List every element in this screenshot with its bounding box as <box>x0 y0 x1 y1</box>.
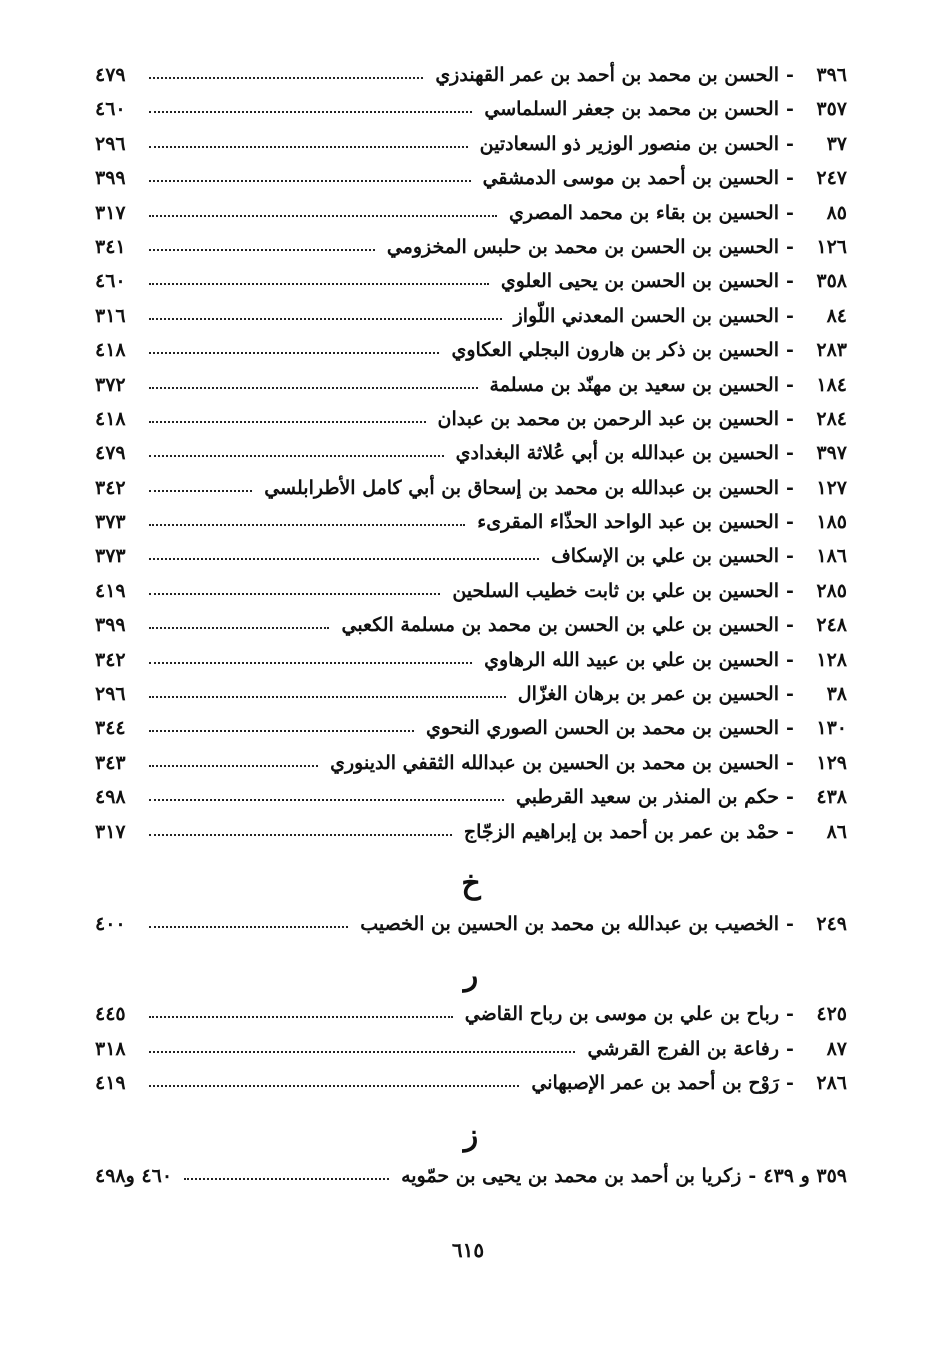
entry-number: ٣٥٧ <box>816 98 847 121</box>
entry-name: رَوْح بن أحمد بن عمر الإصبهاني <box>531 1072 779 1095</box>
dot-leader <box>149 283 489 285</box>
entry-name: حمْد بن عمر بن أحمد بن إبراهيم الزجّاج <box>463 820 779 843</box>
index-entry: ٤٣٨ - حكم بن المنذر بن سعيد القرطبي ٤٩٨ <box>95 786 847 809</box>
index-entry: ١٨٦ - الحسين بن علي بن الإسكاف ٣٧٣ <box>95 545 847 568</box>
entry-number: ٢٨٣ <box>816 339 847 362</box>
entry-name: الحسين بن عبدالله بن محمد بن إسحاق بن أبي كامل الأطرابلسي <box>264 476 779 499</box>
entry-page: ٤٧٩ <box>95 64 126 86</box>
dot-leader <box>149 77 423 79</box>
index-entry: ١٢٧ - الحسين بن عبدالله بن محمد بن إسحاق بن أبي كامل الأطرابلسي ٣٤٢ <box>95 476 847 499</box>
entry-page: ٤١٩ <box>95 1072 126 1095</box>
index-entry: ٣٥٩ و ٤٣٩ - زكريا بن أحمد بن محمد بن يحيى بن حمّويه ٤٦٠ و٤٩٨ <box>95 1164 847 1187</box>
index-entry: ٣٩٦ - الحسن بن محمد بن أحمد بن عمر القهندزي ٤٧٩ <box>95 64 847 86</box>
entry-page: ٢٩٦ <box>95 683 126 706</box>
dot-leader <box>149 1016 453 1018</box>
entry-number: ٤٣٨ <box>816 786 847 809</box>
dot-leader <box>149 799 504 801</box>
dot-leader <box>149 455 444 457</box>
index-entry: ٢٨٥ - الحسين بن علي بن ثابت خطيب السلحين ٤١٩ <box>95 579 847 602</box>
entry-number: ١٢٩ <box>816 751 847 774</box>
entry-number: ١٨٤ <box>816 373 847 396</box>
dot-leader <box>149 524 465 526</box>
entry-number: ١٣٠ <box>816 717 847 740</box>
entry-number: ١٨٥ <box>816 511 847 534</box>
entry-page: ٤٦٠ و٤٩٨ <box>95 1164 173 1187</box>
dot-leader <box>149 215 497 217</box>
entry-name: الحسين بن علي بن الحسن بن محمد بن مسلمة الكعبي <box>341 614 779 637</box>
dot-leader <box>149 834 452 836</box>
entry-page: ٣١٧ <box>95 201 126 224</box>
entry-name: الحسين بن الحسن بن محمد بن حلبس المخزومي <box>386 235 779 258</box>
dot-leader <box>149 662 472 664</box>
entry-name: زكريا بن أحمد بن محمد بن يحيى بن حمّويه <box>401 1164 742 1187</box>
dot-leader <box>184 1178 389 1180</box>
dot-leader <box>149 387 478 389</box>
index-entries <box>95 64 847 1199</box>
index-entry: ٣٨ - الحسين بن عمر بن برهان الغزّال ٢٩٦ <box>95 683 847 706</box>
entry-name: حكم بن المنذر بن سعيد القرطبي <box>515 786 779 809</box>
index-entry: ٢٨٤ - الحسين بن عبد الرحمن بن محمد بن عبدان ٤١٨ <box>95 407 847 430</box>
dot-leader <box>149 352 439 354</box>
entry-name: الحسين بن ذكر بن هارون البجلي العكاوي <box>451 339 779 362</box>
index-entry: ٨٦ - حمْد بن عمر بن أحمد بن إبراهيم الزجّاج ٣١٧ <box>95 820 847 843</box>
entry-number: ٢٤٨ <box>816 614 847 637</box>
entry-number: ٨٦ <box>826 820 847 843</box>
index-entry: ١٢٦ - الحسين بن الحسن بن محمد بن حلبس المخزومي ٣٤١ <box>95 235 847 258</box>
entry-page: ٣٤٢ <box>95 476 126 499</box>
entry-name: الحسين بن علي بن عبيد الله الرهاوي <box>484 648 779 671</box>
index-entry: ٣٧ - الحسن بن منصور الوزير ذو السعادتين ٢٩٦ <box>95 132 847 155</box>
dot-leader <box>149 926 348 928</box>
entry-page: ٣٧٣ <box>95 545 126 568</box>
entry-page: ٣٤٤ <box>95 717 126 740</box>
entry-page: ٣١٨ <box>95 1037 126 1060</box>
index-entry: ٨٧ - رفاعة بن الفرج القرشي ٣١٨ <box>95 1037 847 1060</box>
entry-number: ٣٩٦ <box>816 64 847 86</box>
index-entry: ٢٨٦ - رَوْح بن أحمد بن عمر الإصبهاني ٤١٩ <box>95 1072 847 1095</box>
dot-leader <box>149 558 539 560</box>
entry-name: الحسين بن علي بن الإسكاف <box>551 545 779 568</box>
entry-number: ٣٧ <box>826 132 847 155</box>
entry-number: ٣٩٧ <box>816 442 847 465</box>
dot-leader <box>149 111 472 113</box>
index-entry: ١٢٩ - الحسين بن محمد بن الحسين بن عبدالله الثقفي الدينوري ٣٤٣ <box>95 751 847 774</box>
index-entry: ٤٢٥ - رباح بن علي بن موسى بن رباح القاضي ٤٤٥ <box>95 1003 847 1026</box>
index-entry: ٢٤٨ - الحسين بن علي بن الحسن بن محمد بن مسلمة الكعبي ٣٩٩ <box>95 614 847 637</box>
index-entry: ١٨٥ - الحسين بن عبد الواحد الحذّاء المقرىء ٣٧٣ <box>95 511 847 534</box>
entry-name: الخصيب بن عبدالله بن محمد بن الحسين بن الخصيب <box>360 912 779 935</box>
dot-leader <box>149 180 471 182</box>
index-entry: ٢٤٩ - الخصيب بن عبدالله بن محمد بن الحسين بن الخصيب ٤٠٠ <box>95 912 847 935</box>
entry-number: ٢٨٥ <box>816 579 847 602</box>
index-entry: ٢٨٣ - الحسين بن ذكر بن هارون البجلي العكاوي ٤١٨ <box>95 339 847 362</box>
dot-leader <box>149 730 414 732</box>
entry-number: ٤٢٥ <box>816 1003 847 1026</box>
dot-leader <box>149 249 375 251</box>
dot-leader <box>149 490 252 492</box>
entry-number: ٢٤٩ <box>816 912 847 935</box>
entry-name: الحسين بن علي بن ثابت خطيب السلحين <box>452 579 779 602</box>
dot-leader <box>149 627 329 629</box>
section-letter-zay: ز <box>463 1118 479 1154</box>
section-letter-kha: خ <box>461 866 481 902</box>
entry-page: ٣١٦ <box>95 304 126 327</box>
entry-page: ٤٦٠ <box>95 98 126 121</box>
entry-name: الحسن بن محمد بن جعفر السلماسي <box>484 98 779 121</box>
index-entry: ١٨٤ - الحسين بن سعيد بن مهنّد بن مسلمة ٣٧٢ <box>95 373 847 396</box>
entry-page: ٣٩٩ <box>95 167 126 190</box>
entry-name: الحسين بن الحسن المعدني اللّواز <box>513 304 779 327</box>
entry-number: ٢٨٦ <box>816 1072 847 1095</box>
entry-page: ٣٩٩ <box>95 614 126 637</box>
index-entry: ١٣٠ - الحسين بن محمد بن الحسن الصوري النحوي ٣٤٤ <box>95 717 847 740</box>
entry-number: ٣٥٨ <box>816 270 847 293</box>
entry-page: ٤١٨ <box>95 407 126 430</box>
entry-name: الحسين بن محمد بن الحسين بن عبدالله الثقفي الدينوري <box>330 751 779 774</box>
dot-leader <box>149 421 426 423</box>
entry-name: رباح بن علي بن موسى بن رباح القاضي <box>464 1003 779 1026</box>
entry-name: الحسين بن سعيد بن مهنّد بن مسلمة <box>489 373 779 396</box>
entry-page: ٤١٨ <box>95 339 126 362</box>
entry-name: الحسن بن منصور الوزير ذو السعادتين <box>479 132 779 155</box>
entry-name: الحسين بن الحسن بن يحيى العلوي <box>500 270 779 293</box>
index-entry: ٨٤ - الحسين بن الحسن المعدني اللّواز ٣١٦ <box>95 304 847 327</box>
entry-page: ٣٧٢ <box>95 373 126 396</box>
dot-leader <box>149 696 506 698</box>
dot-leader <box>149 1085 519 1087</box>
entry-page: ٣٤٣ <box>95 751 126 774</box>
entry-page: ٣٤٢ <box>95 648 126 671</box>
entry-name: الحسين بن عمر بن برهان الغزّال <box>517 683 779 706</box>
entry-page: ٣٤١ <box>95 235 126 258</box>
dot-leader <box>149 765 318 767</box>
entry-page: ٤٩٨ <box>95 786 126 809</box>
dot-leader <box>149 1051 575 1053</box>
entry-name: الحسن بن محمد بن أحمد بن عمر القهندزي <box>435 64 779 86</box>
entry-name: رفاعة بن الفرج القرشي <box>587 1037 779 1060</box>
entry-page: ٤٦٠ <box>95 270 126 293</box>
entry-number: ٢٤٧ <box>816 167 847 190</box>
entry-number: ٨٥ <box>826 201 847 224</box>
dot-leader <box>149 318 502 320</box>
entry-page: ٤٠٠ <box>95 912 126 935</box>
entry-number: ١٢٨ <box>816 648 847 671</box>
entry-number: ٣٨ <box>826 683 847 706</box>
page-number: ٦١٥ <box>451 1238 485 1262</box>
index-entry: ٢٤٧ - الحسين بن أحمد بن موسى الدمشقي ٣٩٩ <box>95 167 847 190</box>
dot-leader <box>149 146 468 148</box>
entry-page: ٤١٩ <box>95 579 126 602</box>
index-entry: ٨٥ - الحسين بن بقاء بن محمد المصري ٣١٧ <box>95 201 847 224</box>
entry-number: ١٢٦ <box>816 235 847 258</box>
index-entry: ٣٥٨ - الحسين بن الحسن بن يحيى العلوي ٤٦٠ <box>95 270 847 293</box>
entry-number: ٨٤ <box>826 304 847 327</box>
entry-page: ٤٧٩ <box>95 442 126 465</box>
dot-leader <box>149 593 440 595</box>
entry-page: ٣١٧ <box>95 820 126 843</box>
entry-number: ١٨٦ <box>816 545 847 568</box>
index-entry: ١٢٨ - الحسين بن علي بن عبيد الله الرهاوي ٣٤٢ <box>95 648 847 671</box>
entry-number: ٢٨٤ <box>816 407 847 430</box>
entry-page: ٣٧٣ <box>95 511 126 534</box>
entry-name: الحسين بن عبد الرحمن بن محمد بن عبدان <box>437 407 779 430</box>
entry-name: الحسين بن محمد بن الحسن الصوري النحوي <box>426 717 779 740</box>
index-entry: ٣٩٧ - الحسين بن عبدالله بن أبي عُلاثة البغدادي ٤٧٩ <box>95 442 847 465</box>
entry-number: ٣٥٩ و ٤٣٩ <box>763 1164 847 1187</box>
index-entry: ٣٥٧ - الحسن بن محمد بن جعفر السلماسي ٤٦٠ <box>95 98 847 121</box>
entry-name: الحسين بن أحمد بن موسى الدمشقي <box>482 167 779 190</box>
section-letter-ra: ر <box>463 957 479 993</box>
entry-page: ٤٤٥ <box>95 1003 126 1026</box>
entry-name: الحسين بن عبدالله بن أبي عُلاثة البغدادي <box>455 442 779 465</box>
entry-number: ٨٧ <box>826 1037 847 1060</box>
entry-name: الحسين بن عبد الواحد الحذّاء المقرىء <box>477 511 779 534</box>
entry-name: الحسين بن بقاء بن محمد المصري <box>509 201 779 224</box>
entry-number: ١٢٧ <box>816 476 847 499</box>
entry-page: ٢٩٦ <box>95 132 126 155</box>
